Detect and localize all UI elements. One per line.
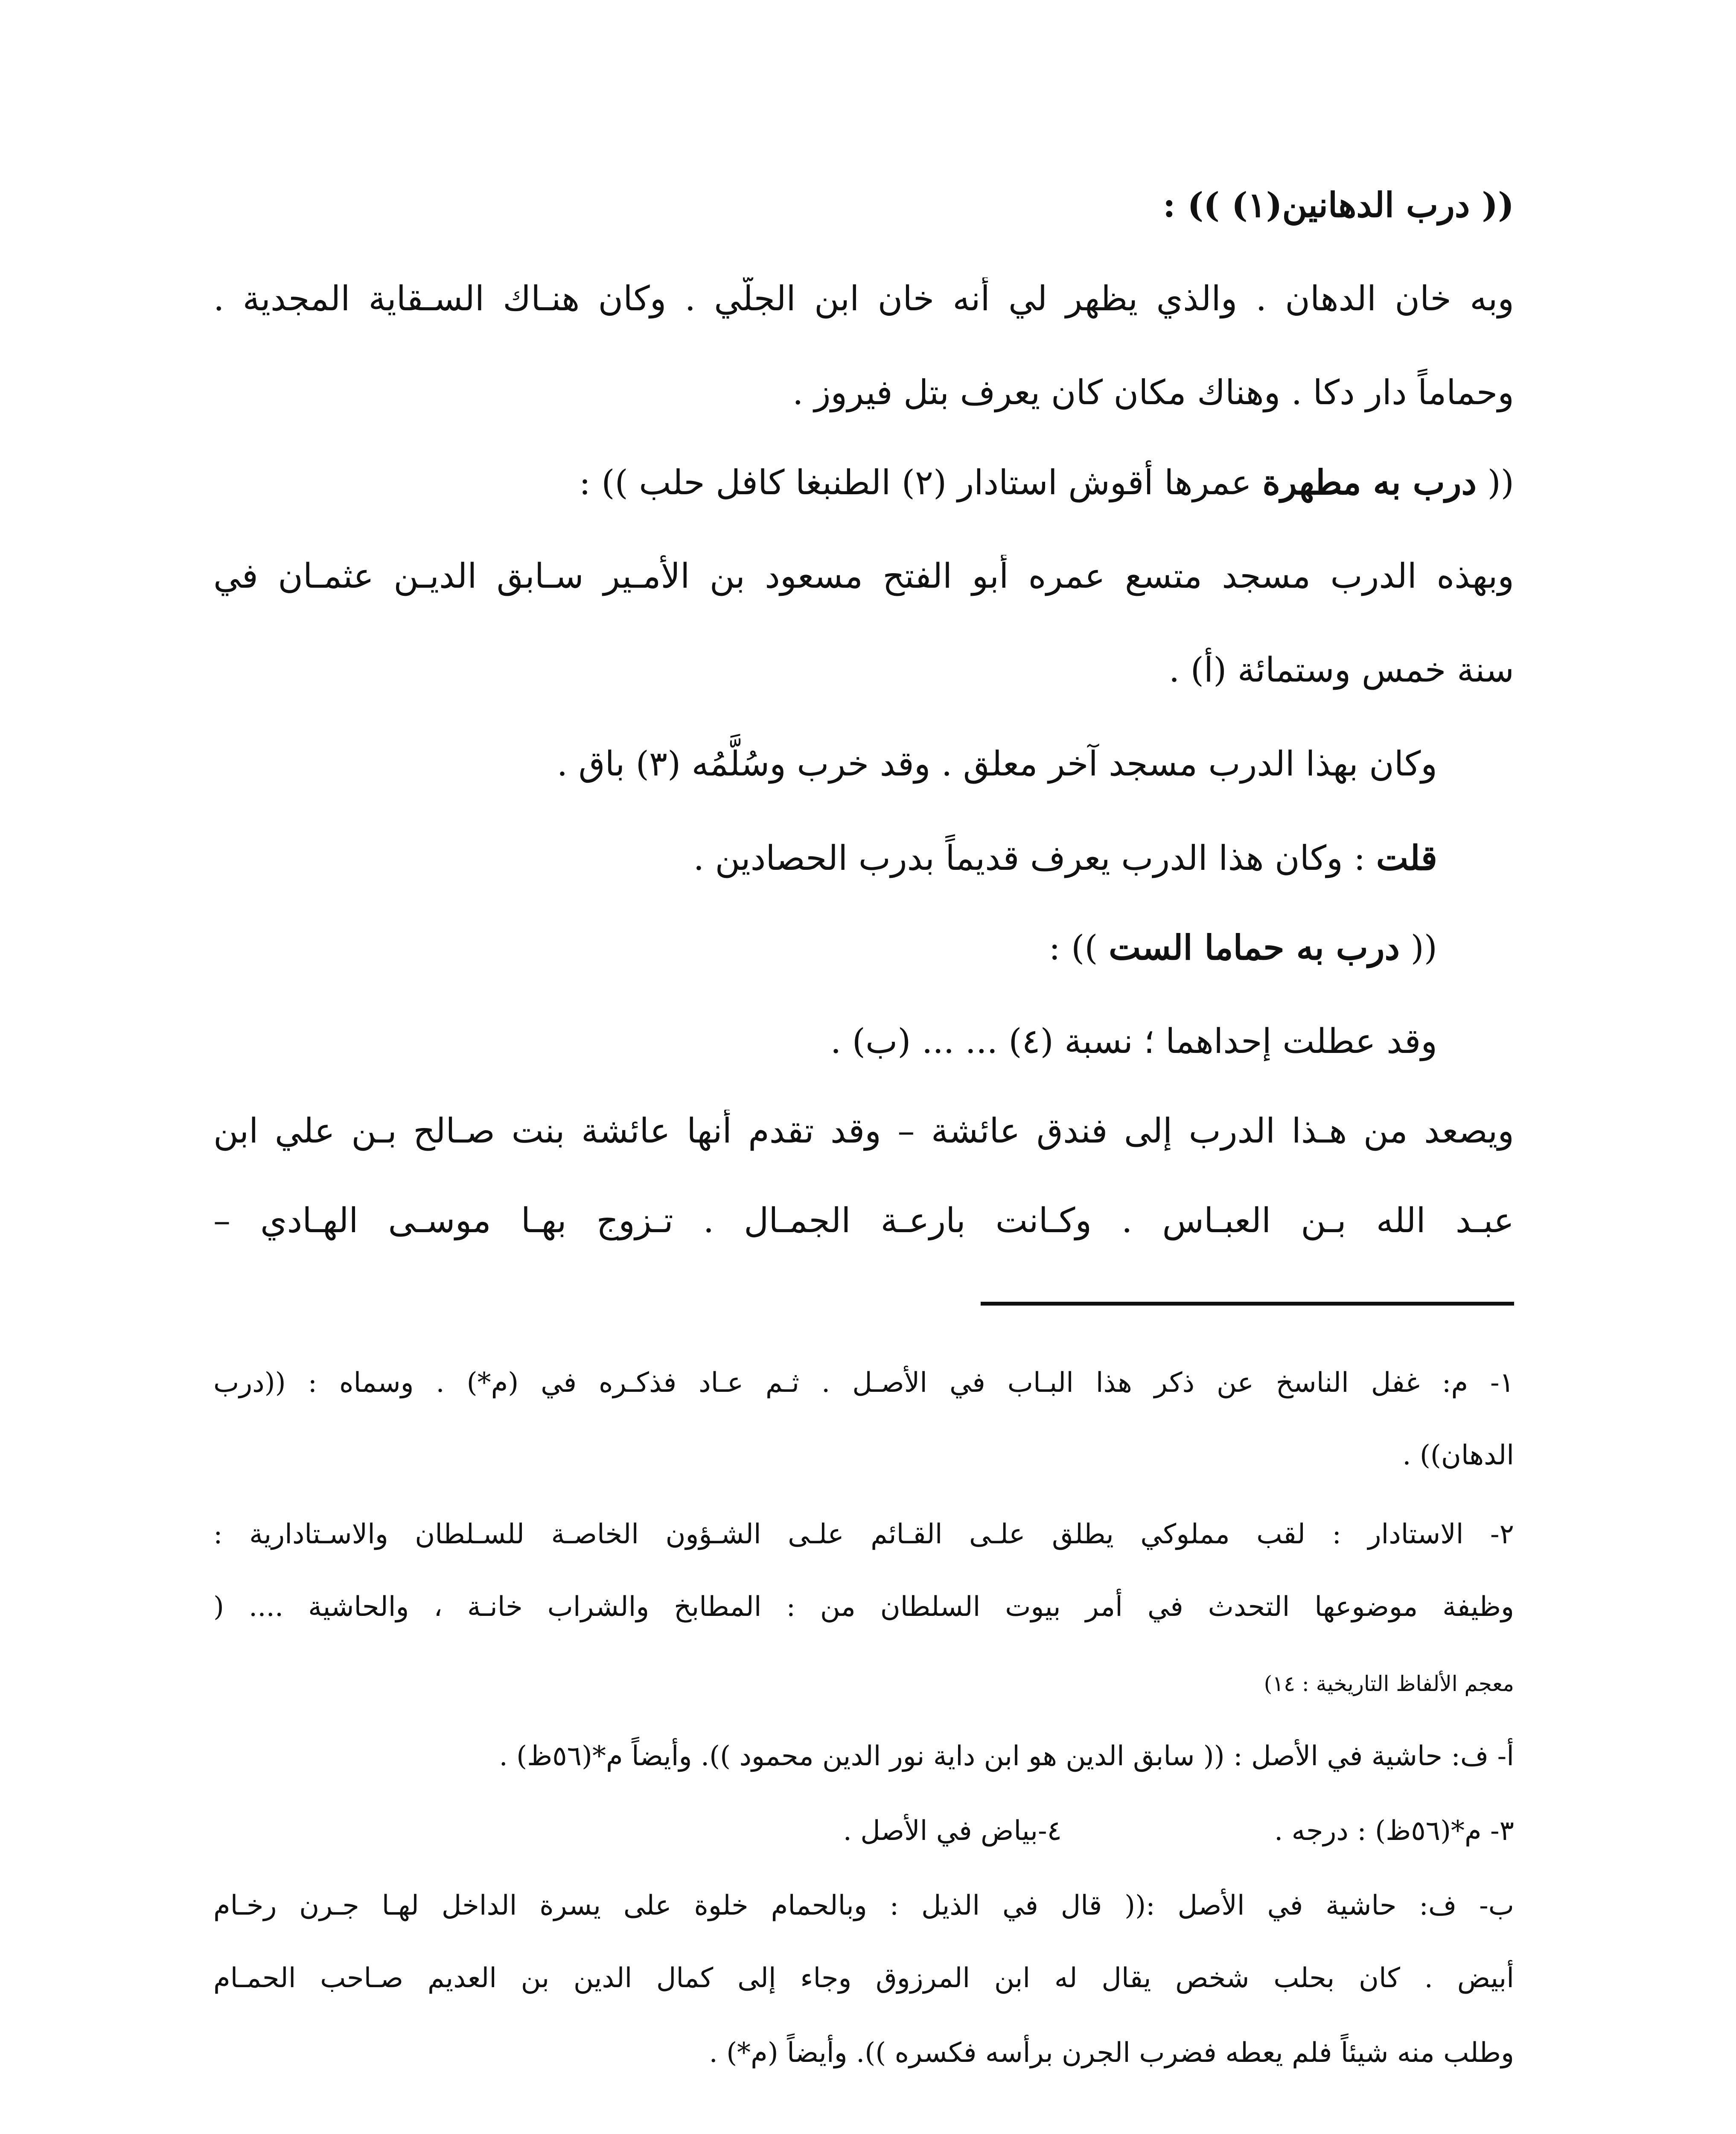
body-line: ويصعد من هـذا الدرب إلى فندق عائشة – وقد تقدم أنها عائشة بنت صـالح بـن علي ابن	[213, 1111, 1514, 1151]
heading-open-bracket: ((	[1410, 928, 1437, 968]
footnote-2-line: معجم الألفاظ التاريخية : ١٤)	[1264, 1671, 1514, 1696]
body-line: سنة خمس وستمائة (أ) .	[1168, 650, 1514, 690]
body-line: وكان بهذا الدرب مسجد آخر معلق . وقد خرب وسُلَّمُه (٣) باق .	[556, 744, 1437, 784]
footnote-a: أ- ف: حاشية في الأصل : (( سابق الدين هو ابن داية نور الدين محمود )). وأيضاً م*(٥٦ظ) .	[499, 1740, 1514, 1772]
footnote-2-line: وظيفة موضوعها التحدث في أمر بيوت السلطان من : المطابخ والشراب خانـة ، والحاشية .... (	[213, 1591, 1514, 1623]
body-line: وقد عطلت إحداهما ؛ نسبة (٤) ... ... (ب) .	[830, 1021, 1437, 1061]
body-line: وبهذه الدرب مسجد متسع عمره أبو الفتح مسعود بن الأمـير سـابق الديـن عثمـان في	[213, 556, 1514, 596]
heading-rest-text: عمرها أقوش استادار (٢) الطنبغا كافل حلب )) :	[579, 463, 1252, 502]
footnote-3: ٣- م*(٥٦ظ) : درجه .	[1274, 1815, 1514, 1847]
qult-line	[693, 837, 1437, 880]
heading-bold-text: درب به حماما الست	[1109, 927, 1400, 968]
footnote-b-line: ب- ف: حاشية في الأصل :(( قال في الذيل : وبالحمام خلوة على يسرة الداخل لهـا جـرن رخـام	[213, 1890, 1514, 1921]
footnote-2-line: ٢- الاستادار : لقب مملوكي يطلق علـى القـائم علـى الشـؤون الخاصـة للسـلطان والاسـتادارية :	[213, 1519, 1514, 1550]
body-line: عبـد الله بـن العبـاس . وكـانت بارعـة الجمـال . تـزوج بهـا موسـى الهـادي –	[213, 1201, 1514, 1240]
body-line: وحماماً دار دكا . وهناك مكان كان يعرف بتل فيروز .	[792, 373, 1514, 412]
footnote-b-line: أبيض . كان بحلب شخص يقال له ابن المرزوق وجاء إلى كمال الدين بن العديم صـاحب الحمـام	[213, 1962, 1514, 1994]
qult-text: : وكان هذا الدرب يعرف قديماً بدرب الحصادين .	[693, 838, 1366, 878]
footnote-1-line: الدهان)) .	[1402, 1440, 1514, 1471]
heading-bold-text: درب به مطهرة	[1262, 462, 1477, 502]
footnote-separator	[981, 1302, 1514, 1306]
section-heading-darb-mutahhara	[579, 461, 1514, 504]
footnote-1-line: ١- م: غفل الناسخ عن ذكر هذا البـاب في الأصـل . ثـم عـاد فذكـره في (م*) . وسماه : ((درب	[213, 1367, 1514, 1399]
heading-close-bracket: )) :	[1049, 928, 1098, 968]
body-line: وبه خان الدهان . والذي يظهر لي أنه خان ابن الجلّي . وكان هنـاك السـقاية المجدية .	[213, 279, 1514, 318]
qult-label: قلت	[1376, 838, 1437, 878]
footnote-b-line: وطلب منه شيئاً فلم يعطه فضرب الجرن برأسه فكسره )). وأيضاً (م*) .	[709, 2037, 1514, 2069]
section-heading-darb-aldahhanin: (( درب الدهانين(١) )) :	[1162, 185, 1514, 225]
section-heading-darb-hammama-alsitt	[1049, 926, 1437, 969]
footnote-4: ٤-بياض في الأصل .	[843, 1815, 1062, 1847]
heading-open-bracket: ((	[1487, 463, 1514, 502]
